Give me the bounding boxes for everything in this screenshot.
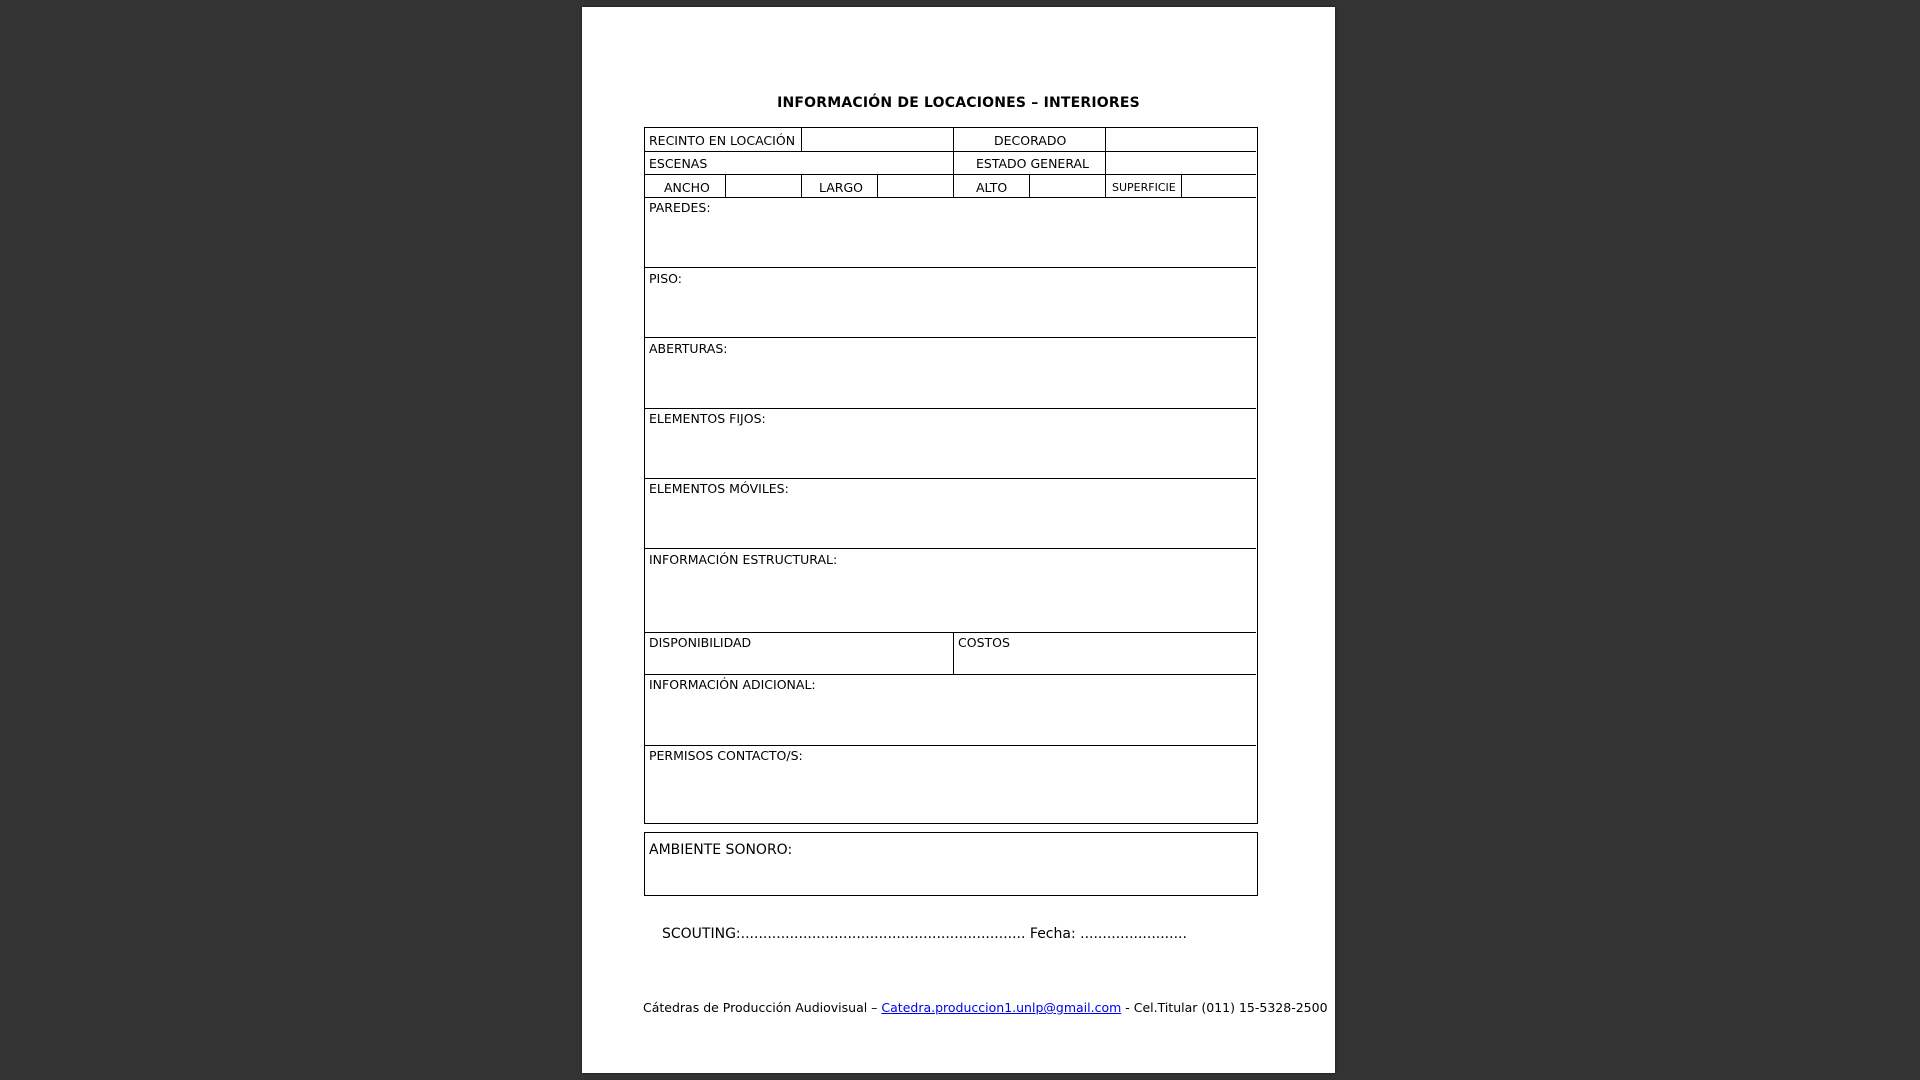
alto-field[interactable]	[1030, 174, 1105, 197]
elementos-moviles-label: ELEMENTOS MÓVILES:	[649, 481, 789, 496]
row-divider	[645, 197, 1256, 198]
recinto-field[interactable]	[802, 128, 953, 151]
informacion-adicional-label: INFORMACIÓN ADICIONAL:	[649, 677, 816, 692]
paredes-label: PAREDES:	[649, 200, 711, 215]
locations-form-table	[644, 127, 1258, 824]
decorado-label: DECORADO	[994, 133, 1067, 148]
informacion-estructural-label: INFORMACIÓN ESTRUCTURAL:	[649, 552, 838, 567]
ambiente-sonoro-box[interactable]	[644, 832, 1258, 896]
permisos-label: PERMISOS CONTACTO/S:	[649, 748, 803, 763]
costos-label: COSTOS	[958, 635, 1010, 650]
row-divider	[645, 267, 1256, 268]
alto-label: ALTO	[976, 180, 1008, 195]
footer-prefix: Cátedras de Producción Audiovisual –	[643, 1000, 882, 1015]
largo-label: LARGO	[819, 180, 864, 195]
elementos-fijos-label: ELEMENTOS FIJOS:	[649, 411, 766, 426]
disponibilidad-label: DISPONIBILIDAD	[649, 635, 752, 650]
ancho-field[interactable]	[726, 174, 801, 197]
row-divider	[645, 548, 1256, 549]
col-divider	[953, 128, 954, 197]
superficie-label: SUPERFICIE	[1112, 181, 1176, 194]
form-grid	[645, 128, 1256, 822]
row-divider	[645, 745, 1256, 746]
row-divider	[645, 337, 1256, 338]
estado-general-field[interactable]	[1106, 151, 1256, 174]
scouting-line: SCOUTING:................................................................ Fecha: ........................	[662, 926, 1187, 942]
footer-email-link[interactable]: Catedra.produccion1.unlp@gmail.com	[881, 1000, 1122, 1015]
row-divider	[645, 478, 1256, 479]
row-divider	[645, 408, 1256, 409]
ambiente-sonoro-label: AMBIENTE SONORO:	[649, 842, 793, 858]
superficie-field[interactable]	[1182, 174, 1256, 197]
piso-label: PISO:	[649, 271, 682, 286]
document-footer	[643, 1000, 1328, 1015]
row-divider	[645, 674, 1256, 675]
largo-field[interactable]	[878, 174, 953, 197]
estado-general-label: ESTADO GENERAL	[976, 156, 1090, 171]
document-page	[582, 7, 1335, 1073]
row-divider	[645, 632, 1256, 633]
recinto-label: RECINTO EN LOCACIÓN	[649, 133, 796, 148]
footer-suffix: - Cel.Titular (011) 15-5328-2500	[1121, 1000, 1328, 1015]
escenas-field[interactable]	[735, 151, 953, 174]
col-divider	[801, 174, 802, 197]
col-divider	[953, 632, 954, 674]
decorado-field[interactable]	[1106, 128, 1256, 151]
ancho-label: ANCHO	[664, 180, 710, 195]
document-title: INFORMACIÓN DE LOCACIONES – INTERIORES	[777, 95, 1140, 111]
aberturas-label: ABERTURAS:	[649, 341, 728, 356]
escenas-label: ESCENAS	[649, 156, 708, 171]
